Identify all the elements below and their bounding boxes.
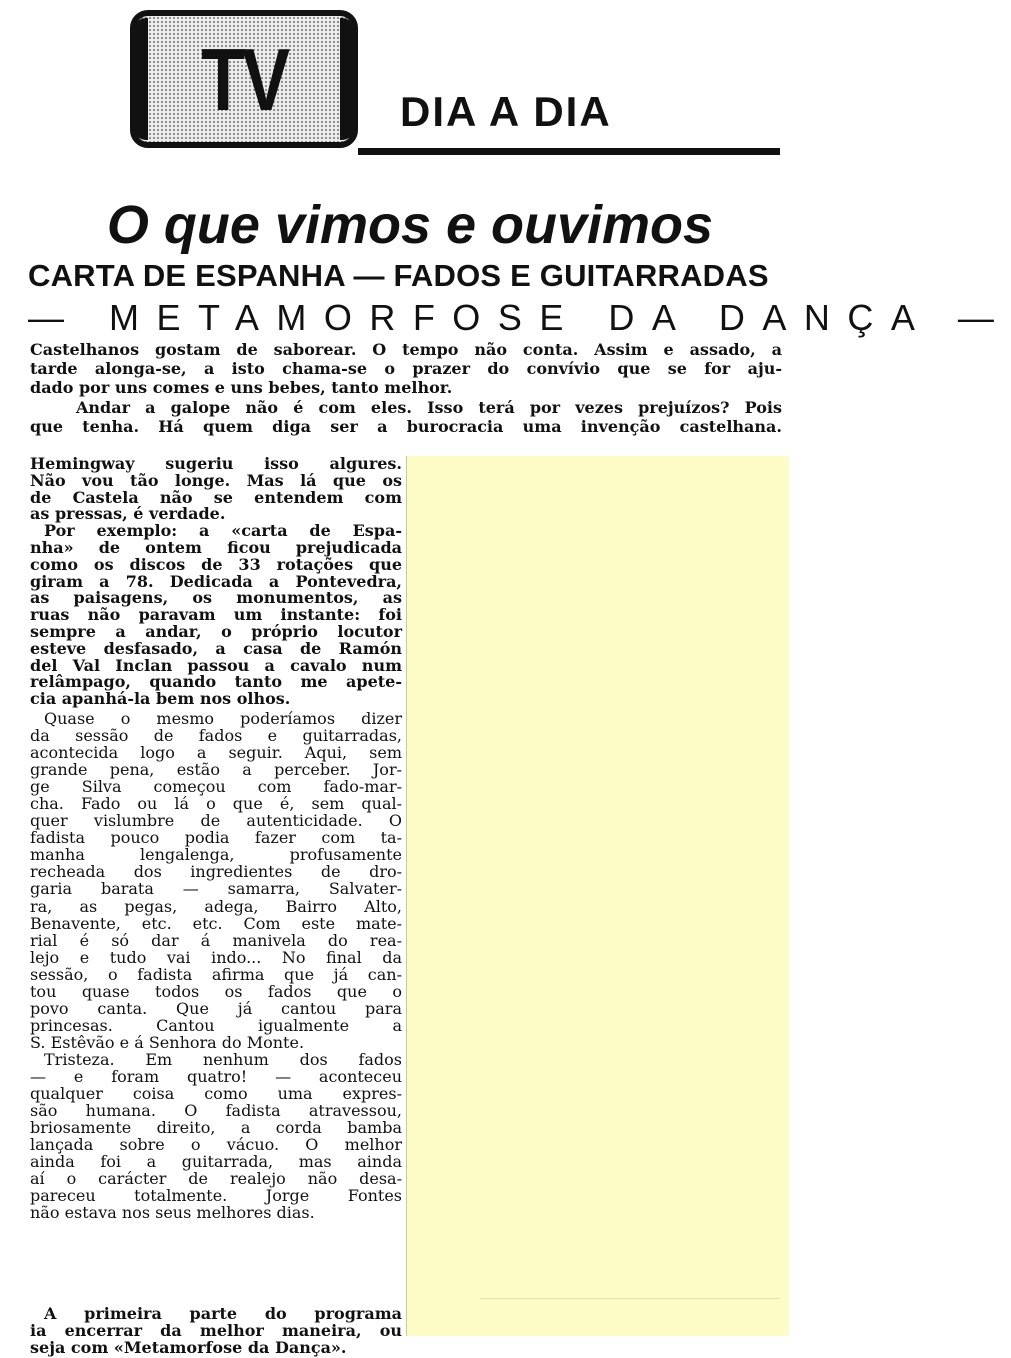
text-line: povo canta. Que já cantou para [30,998,402,1018]
text-line: da sessão de fados e guitarradas, [30,726,402,746]
tv-logo-text: TV [201,30,287,129]
text-line: giram a 78. Dedicada a Pontevedra, [30,571,402,591]
text-line: briosamente direito, a corda bamba [30,1118,402,1138]
column-bold-ending [30,1306,402,1356]
subheadline-1: CARTA DE ESPANHA — FADOS E GUITARRADAS [28,258,769,293]
text-line: esteve desfasado, a casa de Ramón [30,638,402,658]
text-line: ge Silva começou com fado-mar- [30,777,402,797]
masthead-rule [358,148,780,155]
second-paragraph [30,398,782,436]
faint-rule [480,1298,780,1299]
text-line: cia apanhá-la bem nos olhos. [30,689,291,709]
text-line: ra, as pegas, adega, Bairro Alto, [30,896,402,916]
text-line: sessão, o fadista afirma que já can- [30,964,402,984]
text-line: Benavente, etc. etc. Com este mate- [30,913,402,933]
text-line: nha» de ontem ficou prejudicada [30,537,402,557]
text-line: Hemingway sugeriu isso algures. [30,454,402,473]
text-line: fadista pouco podia fazer com ta- [30,828,402,848]
text-line: garia barata — samarra, Salvater- [30,879,402,899]
text-line: Quase o mesmo poderíamos dizer [44,709,402,728]
text-line: Castelhanos gostam de saborear. O tempo não conta. Assim e assado, a [30,340,782,359]
text-line: que tenha. Há quem diga ser a burocracia uma invenção castelhana. [30,417,782,436]
text-line: manha lengalenga, profusamente [30,845,402,865]
text-line: relâmpago, quando tanto me apete- [30,672,402,692]
text-line: de Castela não se entendem com [30,487,402,507]
tv-logo [130,10,358,148]
text-line: qualquer coisa como uma expres- [30,1084,402,1104]
text-line: lançada sobre o vácuo. O melhor [30,1135,402,1155]
text-line: as pressas, é verdade. [30,504,226,524]
text-line: aí o carácter de realejo não desa- [30,1169,402,1189]
text-line: dado por uns comes e uns bebes, tanto melhor. [30,378,453,397]
text-line: seja com «Metamorfose da Dança». [30,1337,347,1357]
text-line: A primeira parte do programa [44,1304,402,1323]
text-line: Não vou tão longe. Mas lá que os [30,470,402,490]
text-line: — e foram quatro! — aconteceu [30,1066,402,1086]
text-line: rial é só dar á manivela do rea- [30,930,402,950]
text-line: lejo e tudo vai indo... No final da [30,947,402,967]
text-line: recheada dos ingredientes de dro- [30,862,402,882]
column-regular-text [30,710,402,1221]
text-line: quer vislumbre de autenticidade. O [30,811,402,831]
text-line: cha. Fado ou lá o que é, sem qual- [30,794,402,814]
text-line: Andar a galope não é com eles. Isso terá por vezes prejuízos? Pois [76,398,782,417]
text-line: são humana. O fadista atravessou, [30,1101,402,1121]
text-line: tou quase todos os fados que o [30,981,402,1001]
text-line: como os discos de 33 rotações que [30,554,402,574]
text-line: Tristeza. Em nenhum dos fados [44,1049,402,1069]
text-line: ainda foi a guitarrada, mas ainda [30,1152,402,1172]
text-line: Por exemplo: a «carta de Espa- [44,521,402,541]
subheadline-2: — METAMORFOSE DA DANÇA — [28,297,1011,338]
column-bold-text [30,456,402,708]
text-line: ruas não paravam um instante: foi [30,605,402,625]
text-line: ia encerrar da melhor maneira, ou [30,1320,402,1340]
text-line: tarde alonga-se, a isto chama-se o prazer do convívio que se for aju- [30,359,782,378]
intro-paragraph [30,340,782,397]
section-title: DIA A DIA [400,88,612,135]
text-line: sempre a andar, o próprio locutor [30,621,402,641]
text-line: acontecida logo a seguir. Aqui, sem [30,743,402,763]
text-line: as paisagens, os monumentos, as [30,588,402,608]
blank-yellow-area [406,456,789,1336]
text-line: grande pena, estão a perceber. Jor- [30,760,402,780]
text-line: não estava nos seus melhores dias. [30,1203,315,1223]
text-line: pareceu totalmente. Jorge Fontes [30,1186,402,1206]
text-line: S. Estêvão e á Senhora do Monte. [30,1032,305,1052]
headline: O que vimos e ouvimos [106,195,714,255]
text-line: princesas. Cantou igualmente a [30,1015,402,1035]
text-line: del Val Inclan passou a cavalo num [30,655,402,675]
